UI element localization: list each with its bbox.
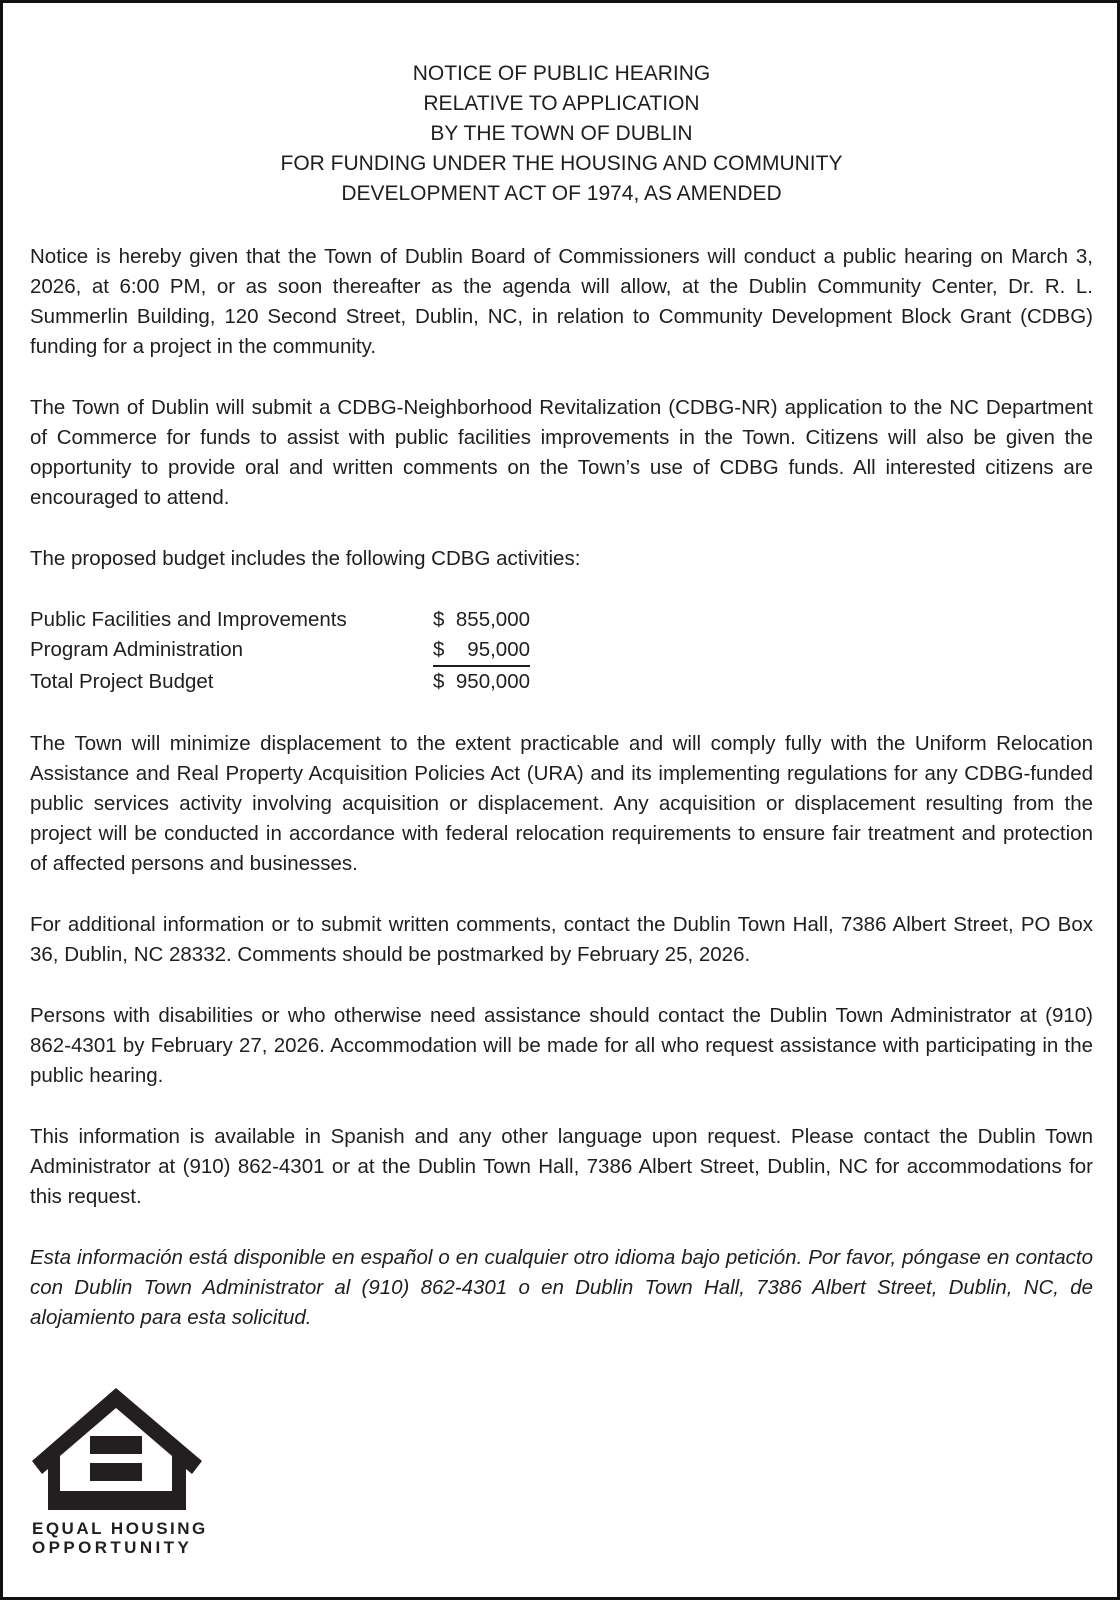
equal-housing-caption-line2: OPPORTUNITY — [32, 1538, 193, 1557]
title-line: NOTICE OF PUBLIC HEARING — [412, 62, 711, 85]
title-line: DEVELOPMENT ACT OF 1974, AS AMENDED — [341, 182, 782, 205]
budget-row — [30, 635, 1093, 667]
document-content — [3, 3, 1117, 1557]
amount-value: 950,000 — [455, 670, 530, 693]
budget-row-amount — [433, 635, 530, 667]
displacement-paragraph: The Town will minimize displacement to the extent practicable and will comply fully with the Uniform Relocation Assistance and Real Property Acquisition Policies Act (URA) and its implementing regulations for any CDBG-funded public services activity involving acquisition or displacement. Any acquisition or displacement resulting from the project will be conducted in accordance with federal relocation requirements to ensure fair treatment and protection of affected persons and businesses. — [30, 732, 1093, 875]
currency-symbol: $ — [433, 638, 445, 661]
budget-table — [30, 605, 1093, 697]
budget-row-amount — [433, 667, 530, 697]
equal-housing-house-icon — [32, 1388, 202, 1510]
equal-housing-opportunity-logo — [32, 1388, 212, 1557]
language-paragraph: This information is available in Spanish and any other language upon request. Please contact the Dublin Town Administrator at (910) 862-4301 or at the Dublin Town Hall, 7386 Albert Street, Dublin, NC for accommodations for this request. — [30, 1125, 1093, 1208]
accessibility-paragraph: Persons with disabilities or who otherwise need assistance should contact the Dublin Town Administrator at (910) 862-4301 by February 27, 2026. Accommodation will be made for all who request assistance with participating in the public hearing. — [30, 1004, 1093, 1087]
equals-bar-bottom — [90, 1463, 142, 1481]
notice-paragraph: Notice is hereby given that the Town of Dublin Board of Commissioners will conduct a public hearing on March 3, 2026, at 6:00 PM, or as soon thereafter as the agenda will allow, at the Dublin Community Center, Dr. R. L. Summerlin Building, 120 Second Street, Dublin, NC, in relation to Community Development Block Grant (CDBG) funding for a project in the community. — [30, 245, 1093, 358]
budget-row-label: Public Facilities and Improvements — [30, 608, 347, 631]
budget-intro-paragraph: The proposed budget includes the following CDBG activities: — [30, 547, 581, 570]
budget-row — [30, 605, 1093, 635]
title-line: RELATIVE TO APPLICATION — [423, 92, 700, 115]
contact-paragraph: For additional information or to submit written comments, contact the Dublin Town Hall, 7386 Albert Street, PO Box 36, Dublin, NC 28332. Comments should be postmarked by February 25, 2026. — [30, 913, 1093, 966]
budget-row-label: Program Administration — [30, 638, 244, 661]
equal-housing-caption — [32, 1519, 212, 1557]
budget-row-amount — [433, 605, 530, 635]
budget-row — [30, 667, 1093, 697]
equals-bar-top — [90, 1436, 142, 1454]
title-line: FOR FUNDING UNDER THE HOUSING AND COMMUNITY — [280, 152, 843, 175]
document-title — [30, 59, 1093, 209]
spanish-paragraph: Esta información está disponible en español o en cualquier otro idioma bajo petición. Por favor, póngase en contacto con Dublin Town Administrator al (910) 862-4301 o en Dublin Town Hall, 7386 Albert Street, Dublin, NC, de alojamiento para esta solicitud. — [30, 1246, 1093, 1329]
application-paragraph: The Town of Dublin will submit a CDBG-Neighborhood Revitalization (CDBG-NR) application to the NC Department of Commerce for funds to assist with public facilities improvements in the Town. Citizens will also be given the opportunity to provide oral and written comments on the Town’s use of CDBG funds. All interested citizens are encouraged to attend. — [30, 396, 1093, 509]
currency-symbol: $ — [433, 608, 445, 631]
budget-row-label: Total Project Budget — [30, 670, 214, 693]
title-line: BY THE TOWN OF DUBLIN — [430, 122, 693, 145]
amount-value: 95,000 — [467, 638, 530, 661]
amount-value: 855,000 — [455, 608, 530, 631]
currency-symbol: $ — [433, 670, 445, 693]
equal-housing-caption-line1: EQUAL HOUSING — [32, 1519, 208, 1538]
